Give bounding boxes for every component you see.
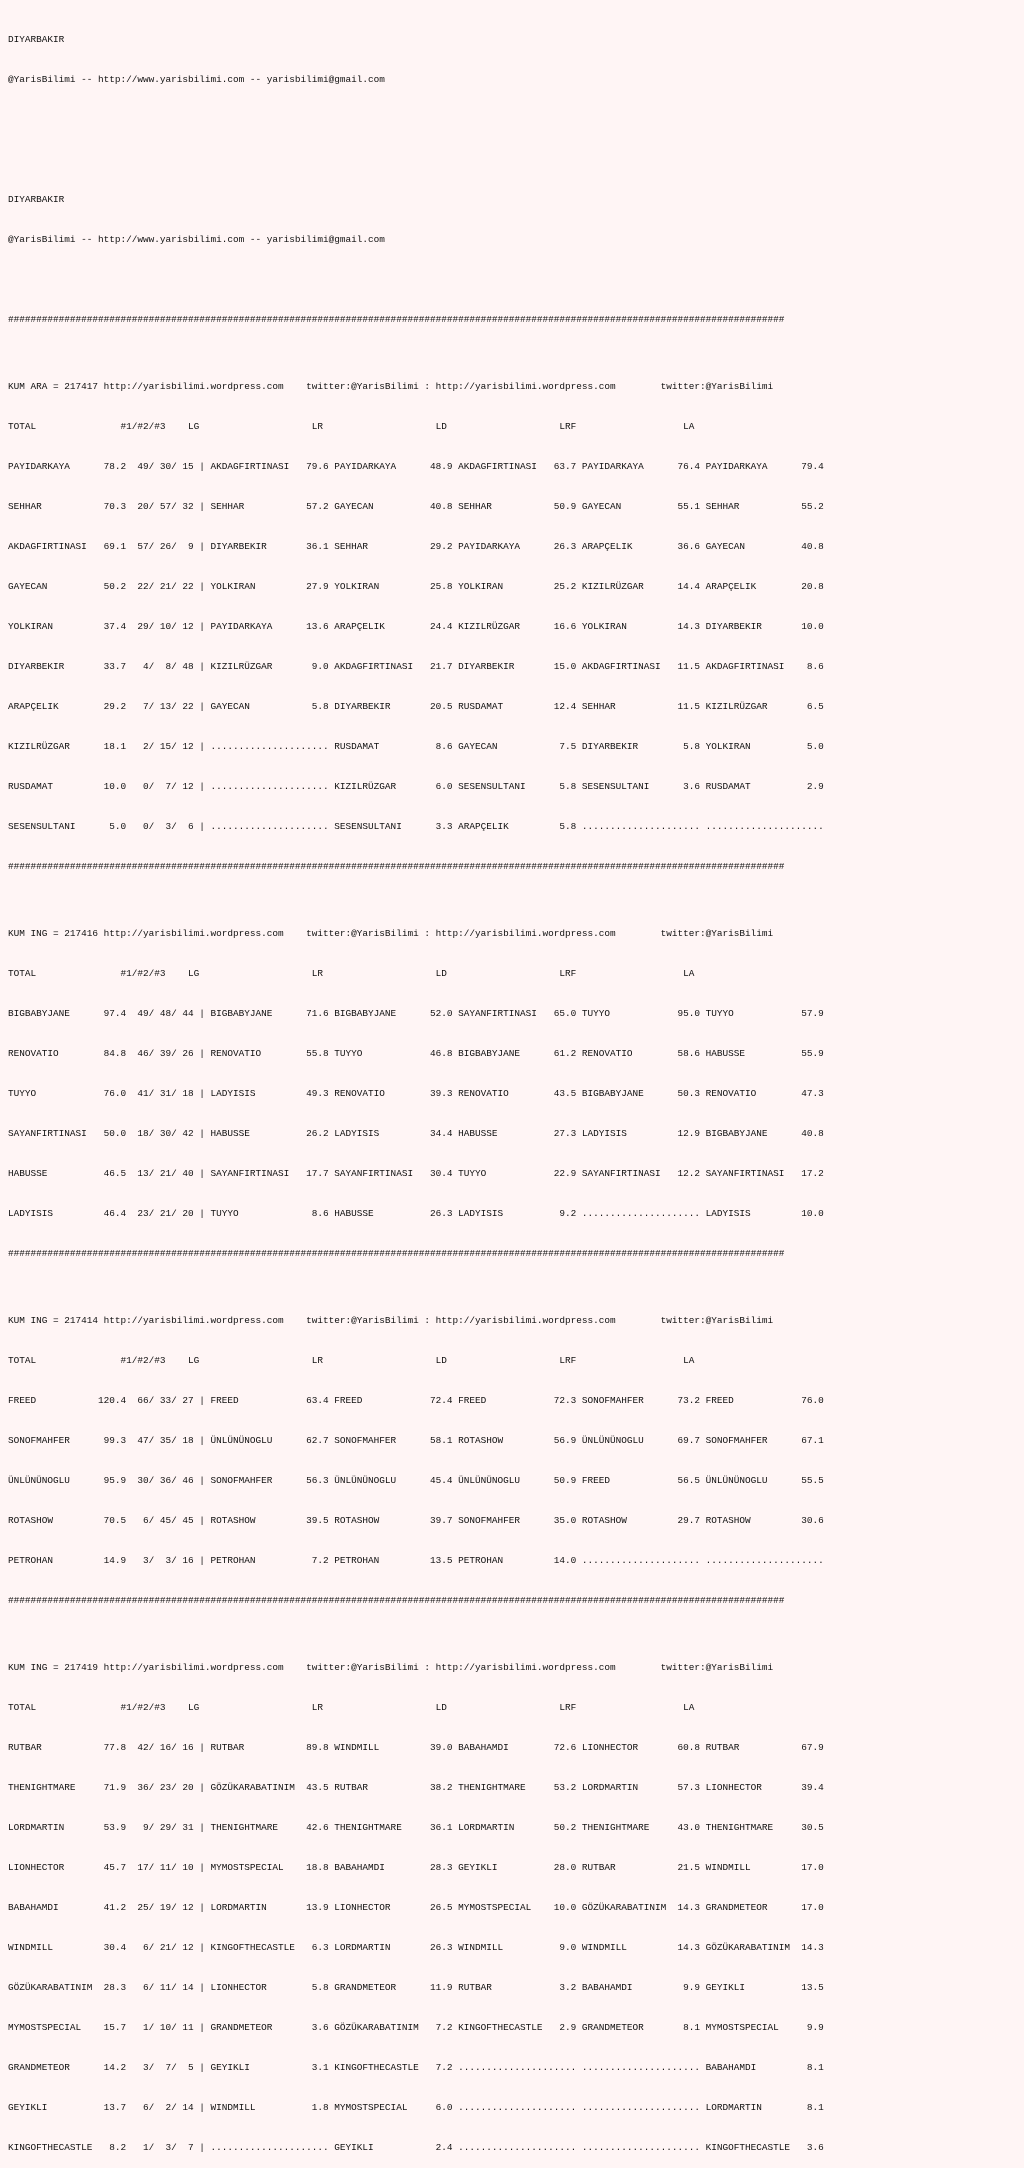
column-header: TOTAL #1/#2/#3 LG LR LD LRF LA — [8, 1701, 695, 1713]
result-row: MYMOSTSPECIAL 15.7 1/ 10/ 11 | GRANDMETEOR 3.6 GÖZÜKARABATINIM 7.2 KINGOFTHECASTLE 2.9 GRANDMETEOR 8.1 MYMOSTSPECIAL 9.9 — [8, 2021, 824, 2033]
separator-line: ########################################################################################################################################## — [8, 861, 785, 872]
result-row: SONOFMAHFER 99.3 47/ 35/ 18 | ÜNLÜNÜNOGLU 62.7 SONOFMAHFER 58.1 ROTASHOW 56.9 ÜNLÜNÜNOGLU 69.7 SONOFMAHFER 67.1 — [8, 1434, 824, 1446]
result-row: RENOVATIO 84.8 46/ 39/ 26 | RENOVATIO 55.8 TUYYO 46.8 BIGBABYJANE 61.2 RENOVATIO 58.6 HABUSSE 55.9 — [8, 1047, 824, 1059]
result-row: ARAPÇELIK 29.2 7/ 13/ 22 | GAYECAN 5.8 DIYARBEKIR 20.5 RUSDAMAT 12.4 SEHHAR 11.5 KIZILRÜZGAR 6.5 — [8, 700, 824, 712]
contact-line: @YarisBilimi -- http://www.yarisbilimi.com -- yarisbilimi@gmail.com — [8, 73, 385, 85]
blank-line — [8, 273, 824, 286]
race-header: KUM ING = 217416 http://yarisbilimi.wordpress.com twitter:@YarisBilimi : http://yarisbilimi.wordpress.com twitter:@YarisBilimi — [8, 927, 774, 939]
results-document — [8, 6, 824, 2168]
separator-line: ########################################################################################################################################## — [8, 1247, 785, 1259]
result-row: KINGOFTHECASTLE 8.2 1/ 3/ 7 | ..................... GEYIKLI 2.4 ..................... ..................... KINGOFTHECASTLE 3.6 — [8, 2142, 824, 2153]
result-row: RUSDAMAT 10.0 0/ 7/ 12 | ..................... KIZILRÜZGAR 6.0 SESENSULTANI 5.8 SESENSULTANI 3.6 RUSDAMAT 2.9 — [8, 780, 824, 792]
result-row: FREED 120.4 66/ 33/ 27 | FREED 63.4 FREED 72.4 FREED 72.3 SONOFMAHFER 73.2 FREED 76.0 — [8, 1394, 824, 1406]
column-header: TOTAL #1/#2/#3 LG LR LD LRF LA — [8, 967, 695, 979]
result-row: THENIGHTMARE 71.9 36/ 23/ 20 | GÖZÜKARABATINIM 43.5 RUTBAR 38.2 THENIGHTMARE 53.2 LORDMARTIN 57.3 LIONHECTOR 39.4 — [8, 1781, 824, 1793]
result-row: AKDAGFIRTINASI 69.1 57/ 26/ 9 | DIYARBEKIR 36.1 SEHHAR 29.2 PAYIDARKAYA 26.3 ARAPÇELIK 36.6 GAYECAN 40.8 — [8, 540, 824, 552]
result-row: SAYANFIRTINASI 50.0 18/ 30/ 42 | HABUSSE 26.2 LADYISIS 34.4 HABUSSE 27.3 LADYISIS 12.9 BIGBABYJANE 40.8 — [8, 1127, 824, 1139]
city-title: DIYARBAKIR — [8, 193, 65, 205]
result-row: WINDMILL 30.4 6/ 21/ 12 | KINGOFTHECASTLE 6.3 LORDMARTIN 26.3 WINDMILL 9.0 WINDMILL 14.3 GÖZÜKARABATINIM 14.3 — [8, 1941, 824, 1953]
result-row: BABAHAMDI 41.2 25/ 19/ 12 | LORDMARTIN 13.9 LIONHECTOR 26.5 MYMOSTSPECIAL 10.0 GÖZÜKARABATINIM 14.3 GRANDMETEOR 17.0 — [8, 1901, 824, 1913]
result-row: PETROHAN 14.9 3/ 3/ 16 | PETROHAN 7.2 PETROHAN 13.5 PETROHAN 14.0 ..................... ..................... — [8, 1554, 824, 1566]
contact-line: @YarisBilimi -- http://www.yarisbilimi.com -- yarisbilimi@gmail.com — [8, 233, 385, 245]
result-row: HABUSSE 46.5 13/ 21/ 40 | SAYANFIRTINASI 17.7 SAYANFIRTINASI 30.4 TUYYO 22.9 SAYANFIRTINASI 12.2 SAYANFIRTINASI 17.2 — [8, 1167, 824, 1179]
result-row: KIZILRÜZGAR 18.1 2/ 15/ 12 | ..................... RUSDAMAT 8.6 GAYECAN 7.5 DIYARBEKIR 5.8 YOLKIRAN 5.0 — [8, 740, 824, 752]
city-title: DIYARBAKIR — [8, 33, 65, 45]
result-row: LIONHECTOR 45.7 17/ 11/ 10 | MYMOSTSPECIAL 18.8 BABAHAMDI 28.3 GEYIKLI 28.0 RUTBAR 21.5 WINDMILL 17.0 — [8, 1861, 824, 1873]
blank-line — [8, 153, 824, 166]
result-row: YOLKIRAN 37.4 29/ 10/ 12 | PAYIDARKAYA 13.6 ARAPÇELIK 24.4 KIZILRÜZGAR 16.6 YOLKIRAN 14.3 DIYARBEKIR 10.0 — [8, 620, 824, 632]
separator-line: ########################################################################################################################################## — [8, 1594, 785, 1606]
blank-line — [8, 113, 824, 126]
result-row: GEYIKLI 13.7 6/ 2/ 14 | WINDMILL 1.8 MYMOSTSPECIAL 6.0 ..................... ..................... LORDMARTIN 8.1 — [8, 2101, 824, 2113]
result-row: SESENSULTANI 5.0 0/ 3/ 6 | ..................... SESENSULTANI 3.3 ARAPÇELIK 5.8 ..................... ..................... — [8, 820, 824, 832]
result-row: LADYISIS 46.4 23/ 21/ 20 | TUYYO 8.6 HABUSSE 26.3 LADYISIS 9.2 ..................... LADYISIS 10.0 — [8, 1207, 824, 1219]
column-header: TOTAL #1/#2/#3 LG LR LD LRF LA — [8, 1354, 695, 1366]
result-row: ÜNLÜNÜNOGLU 95.9 30/ 36/ 46 | SONOFMAHFER 56.3 ÜNLÜNÜNOGLU 45.4 ÜNLÜNÜNOGLU 50.9 FREED 56.5 ÜNLÜNÜNOGLU 55.5 — [8, 1474, 824, 1486]
result-row: LORDMARTIN 53.9 9/ 29/ 31 | THENIGHTMARE 42.6 THENIGHTMARE 36.1 LORDMARTIN 50.2 THENIGHTMARE 43.0 THENIGHTMARE 30.5 — [8, 1821, 824, 1833]
result-row: GÖZÜKARABATINIM 28.3 6/ 11/ 14 | LIONHECTOR 5.8 GRANDMETEOR 11.9 RUTBAR 3.2 BABAHAMDI 9.9 GEYIKLI 13.5 — [8, 1981, 824, 1993]
result-row: SEHHAR 70.3 20/ 57/ 32 | SEHHAR 57.2 GAYECAN 40.8 SEHHAR 50.9 GAYECAN 55.1 SEHHAR 55.2 — [8, 500, 824, 512]
separator-line: ########################################################################################################################################## — [8, 313, 785, 325]
column-header: TOTAL #1/#2/#3 LG LR LD LRF LA — [8, 420, 695, 432]
race-header: KUM ING = 217414 http://yarisbilimi.wordpress.com twitter:@YarisBilimi : http://yarisbilimi.wordpress.com twitter:@YarisBilimi — [8, 1314, 774, 1326]
result-row: TUYYO 76.0 41/ 31/ 18 | LADYISIS 49.3 RENOVATIO 39.3 RENOVATIO 43.5 BIGBABYJANE 50.3 RENOVATIO 47.3 — [8, 1087, 824, 1099]
race-header: KUM ARA = 217417 http://yarisbilimi.wordpress.com twitter:@YarisBilimi : http://yarisbilimi.wordpress.com twitter:@YarisBilimi — [8, 380, 774, 392]
race-header: KUM ING = 217419 http://yarisbilimi.wordpress.com twitter:@YarisBilimi : http://yarisbilimi.wordpress.com twitter:@YarisBilimi — [8, 1661, 774, 1673]
result-row: RUTBAR 77.8 42/ 16/ 16 | RUTBAR 89.8 WINDMILL 39.0 BABAHAMDI 72.6 LIONHECTOR 60.8 RUTBAR 67.9 — [8, 1741, 824, 1753]
result-row: ROTASHOW 70.5 6/ 45/ 45 | ROTASHOW 39.5 ROTASHOW 39.7 SONOFMAHFER 35.0 ROTASHOW 29.7 ROTASHOW 30.6 — [8, 1514, 824, 1526]
result-row: GRANDMETEOR 14.2 3/ 7/ 5 | GEYIKLI 3.1 KINGOFTHECASTLE 7.2 ..................... ..................... BABAHAMDI 8.1 — [8, 2061, 824, 2073]
result-row: GAYECAN 50.2 22/ 21/ 22 | YOLKIRAN 27.9 YOLKIRAN 25.8 YOLKIRAN 25.2 KIZILRÜZGAR 14.4 ARAPÇELIK 20.8 — [8, 580, 824, 592]
result-row: BIGBABYJANE 97.4 49/ 48/ 44 | BIGBABYJANE 71.6 BIGBABYJANE 52.0 SAYANFIRTINASI 65.0 TUYYO 95.0 TUYYO 57.9 — [8, 1007, 824, 1019]
result-row: PAYIDARKAYA 78.2 49/ 30/ 15 | AKDAGFIRTINASI 79.6 PAYIDARKAYA 48.9 AKDAGFIRTINASI 63.7 PAYIDARKAYA 76.4 PAYIDARKAYA 79.4 — [8, 460, 824, 472]
result-row: DIYARBEKIR 33.7 4/ 8/ 48 | KIZILRÜZGAR 9.0 AKDAGFIRTINASI 21.7 DIYARBEKIR 15.0 AKDAGFIRTINASI 11.5 AKDAGFIRTINASI 8.6 — [8, 660, 824, 672]
